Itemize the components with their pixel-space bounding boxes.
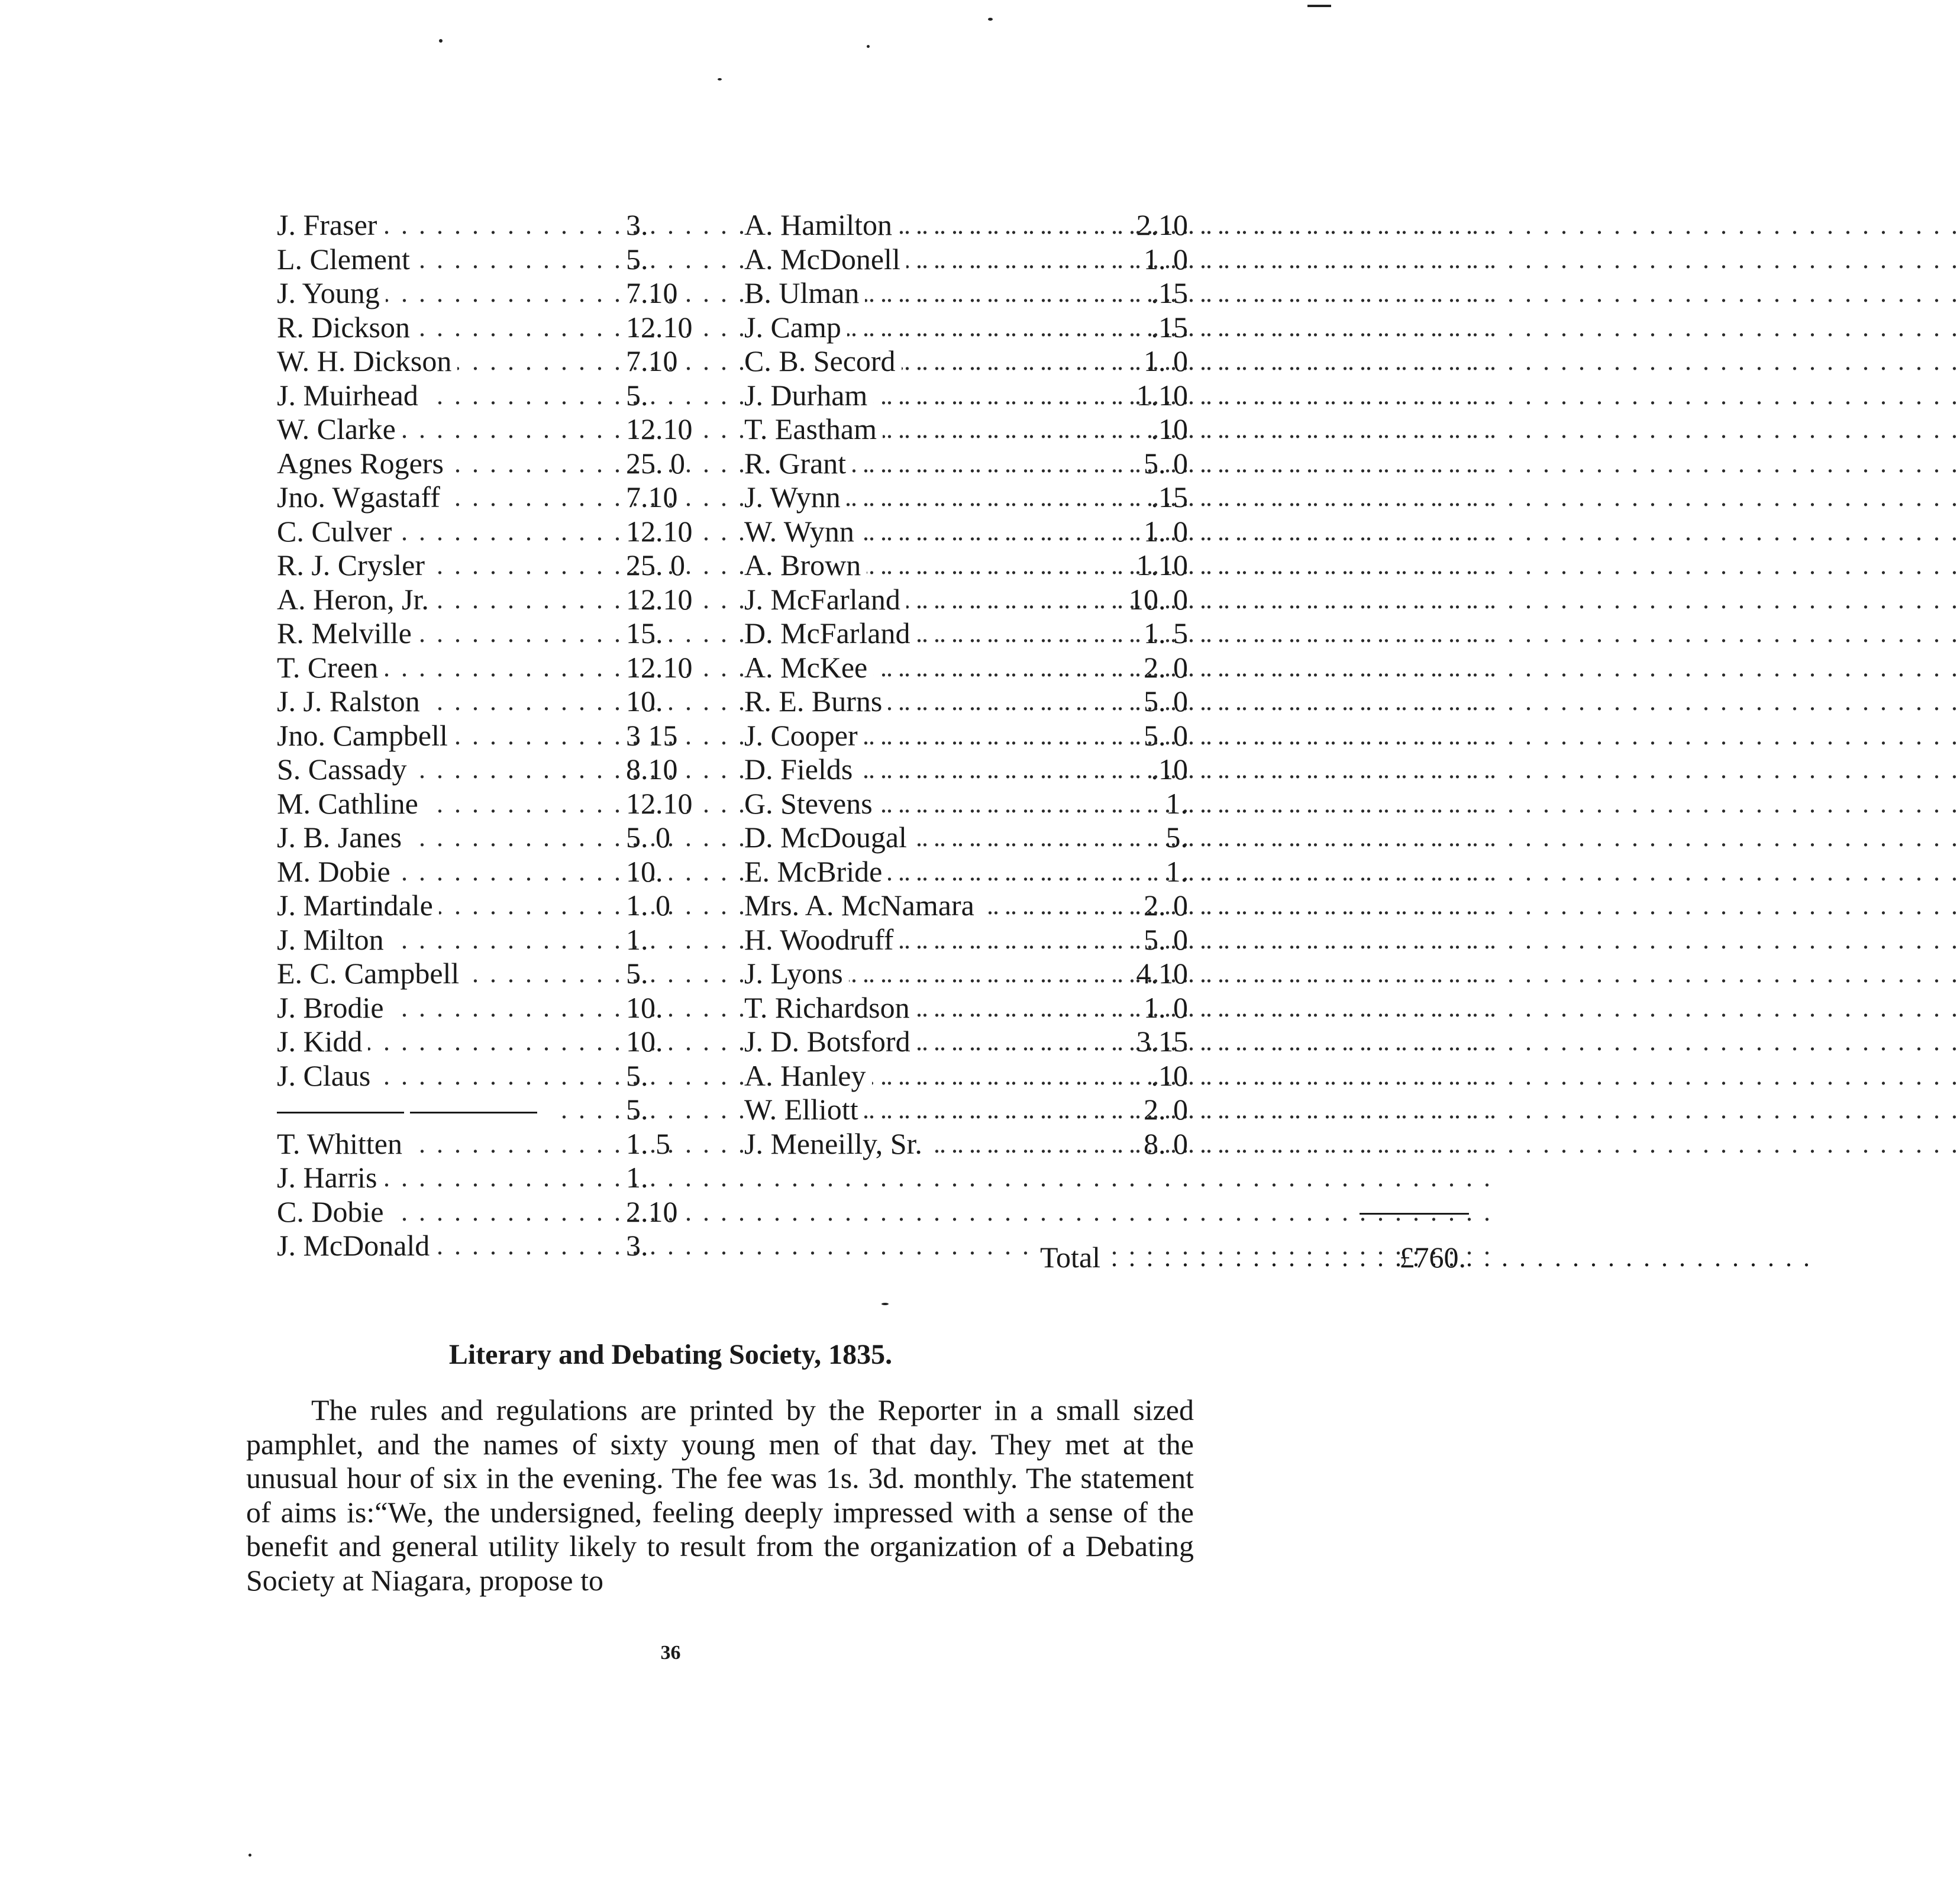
ledger-amount: 5. [626,378,648,412]
ledger-name-cell [744,480,1099,515]
ledger-name: J. Cooper [744,719,864,752]
ledger-amount: 5. [626,1093,648,1126]
ledger-row [277,1059,726,1093]
ledger-amount: 1.10 [1136,548,1188,582]
ledger-row [277,1093,726,1127]
ledger-row [744,1127,1194,1161]
ledger-name-cell [744,616,1099,651]
ledger-amount: 15. [626,616,663,650]
ledger-name-cell [277,889,608,923]
ledger-row [744,991,1194,1025]
ledger-name-cell [277,1195,608,1229]
ledger-amount: 5. 0 [1144,446,1188,480]
ledger-amount: 1. 0 [626,889,670,922]
ledger-name: H. Woodruff [744,923,899,956]
ledger-name: W. Wynn [744,515,860,548]
ledger-name-cell [277,1229,608,1263]
print-speck [718,78,722,80]
ledger-name: J. Durham [744,379,873,412]
ledger-name-cell [744,719,1099,753]
ledger-name-cell [277,447,608,481]
ledger-name-cell [744,1059,1099,1093]
ledger-name-cell [277,548,608,583]
ledger-row [277,957,726,991]
ledger-name: J. Young [277,276,386,309]
ledger-amount: 12.10 [626,514,693,548]
blank-name [277,1093,549,1126]
ledger-amount: 5. 0 [1144,922,1188,956]
ledger-amount: 2.10 [626,1195,678,1228]
ledger-amount: .15 [1151,480,1188,514]
ledger-row [744,957,1194,991]
ledger-amount: 10. [626,685,663,718]
ledger-amount: 8.10 [626,753,678,786]
ledger-name: J. Wynn [744,480,847,514]
ledger-name: C. B. Secord [744,344,902,377]
ledger-name: J. Fraser [277,208,383,241]
ledger-row [277,1025,726,1059]
ledger-name: L. Clement [277,243,416,276]
ledger-row [744,651,1194,685]
blank-name-rule [277,1112,404,1113]
ledger-amount: 25. 0 [626,548,685,582]
ledger-amount: 10. [626,990,663,1024]
ledger-name-cell [744,685,1099,719]
ledger-amount: 1. [1165,786,1188,820]
ledger-row [277,447,726,481]
ledger-row [744,208,1194,243]
ledger-name-cell [744,651,1099,685]
ledger-row [277,480,726,515]
ledger-amount: .10 [1151,753,1188,786]
ledger-name-cell [277,991,608,1025]
ledger-name: D. McFarland [744,616,916,650]
total-label-cell [1040,1241,1397,1275]
ledger-amount: 10. [626,854,663,888]
ledger-amount: 12.10 [626,412,693,446]
ledger-name-cell [744,412,1099,447]
ledger-row [277,412,726,447]
ledger-name-cell [744,957,1099,991]
ledger-row [744,447,1194,481]
ledger-amount: 12.10 [626,650,693,684]
ledger-name: R. Grant [744,447,852,480]
ledger-amount: 4.10 [1136,957,1188,990]
ledger-name-cell [744,548,1099,583]
ledger-right-column [744,208,1194,1161]
ledger-name: D. McDougal [744,821,913,854]
ledger-row [277,515,726,549]
ledger-name: Jno. Campbell [277,719,454,752]
ledger-name: E. C. Campbell [277,957,465,990]
ledger-name: T. Creen [277,651,384,684]
ledger-amount: 12.10 [626,786,693,820]
ledger-name: C. Dobie [277,1195,390,1228]
total-rule [1360,1213,1469,1215]
ledger-row [277,548,726,583]
ledger-name-cell [744,276,1099,311]
section-heading: Literary and Debating Society, 1835. [448,1339,893,1370]
ledger-name-cell [744,889,1099,923]
ledger-amount: .15 [1151,310,1188,344]
ledger-name-cell [277,379,608,413]
ledger-row [744,889,1194,923]
ledger-name: T. Whitten [277,1127,408,1160]
ledger-name-cell [277,208,608,243]
ledger-amount: 7.10 [626,276,678,309]
ledger-name-cell [744,1025,1099,1059]
ledger-row [277,616,726,651]
ledger-amount: .10 [1151,1058,1188,1092]
ledger-name: T. Eastham [744,412,883,446]
ledger-amount: 2. 0 [1144,889,1188,922]
ledger-row [744,719,1194,753]
ledger-name-cell [277,855,608,889]
ledger-row [744,480,1194,515]
ledger-name: J. Lyons [744,957,849,990]
ledger-amount: 8. 0 [1144,1126,1188,1160]
ledger-row [744,1059,1194,1093]
ledger-name: J. Meneilly, Sr. [744,1127,928,1160]
ledger-row [277,379,726,413]
ledger-name-cell [277,753,608,787]
ledger-amount: 1. 0 [1144,514,1188,548]
ledger-name: S. Cassady [277,753,412,786]
ledger-name: J. Camp [744,311,847,344]
ledger-amount: 25. 0 [626,446,685,480]
ledger-name-cell [744,583,1099,617]
ledger-left-column [277,208,726,1263]
ledger-name-cell [277,685,608,719]
ledger-amount: 5. [626,242,648,276]
ledger-name-cell [744,855,1099,889]
ledger-amount: 12.10 [626,310,693,344]
ledger-name: A. Hanley [744,1059,872,1092]
ledger-row [277,821,726,855]
ledger-row [277,923,726,957]
ledger-row [744,583,1194,617]
print-speck [248,1854,251,1857]
ledger-row [744,1093,1194,1127]
ledger-name-cell [744,379,1099,413]
ledger-name: J. Harris [277,1161,383,1194]
ledger-name: Agnes Rogers [277,447,450,480]
ledger-name: R. E. Burns [744,685,888,718]
ledger-name-cell [277,480,608,515]
ledger-amount: .15 [1151,276,1188,309]
ledger-name: R. Dickson [277,311,416,344]
ledger-amount: 1. 5 [626,1126,670,1160]
ledger-name: J. McFarland [744,583,906,616]
page-edge-mark [1307,5,1331,7]
ledger-name-cell [277,651,608,685]
ledger-amount: 1. [626,1161,648,1194]
ledger-name: J. J. Ralston [277,685,426,718]
blank-name-rule [410,1112,537,1113]
ledger-name-cell [277,311,608,345]
ledger-row [744,548,1194,583]
ledger-amount: 5. [1165,821,1188,854]
ledger-name: R. J. Crysler [277,548,431,582]
print-speck [988,18,993,21]
ledger-name-cell [744,447,1099,481]
ledger-row [744,923,1194,957]
ledger-row [277,685,726,719]
ledger-row [277,651,726,685]
ledger-name: J. Claus [277,1059,376,1092]
ledger-name: W. H. Dickson [277,344,457,377]
ledger-row [277,1161,726,1195]
ledger-name-cell [744,923,1099,957]
ledger-amount: 3. [626,208,648,241]
ledger-name: J. Milton [277,923,390,956]
ledger-name-cell [277,243,608,277]
ledger-amount: 10. [626,1025,663,1058]
print-speck [867,45,870,48]
total-label: Total [1040,1241,1106,1274]
ledger-name: W. Clarke [277,412,402,446]
ledger-row [277,243,726,277]
ledger-row [744,855,1194,889]
ledger-row [277,991,726,1025]
ledger-amount: 1. [626,922,648,956]
ledger-name-cell [277,957,608,991]
ledger-amount: 1. [1165,854,1188,888]
ledger-name: A. Hamilton [744,208,898,241]
ledger-name: Mrs. A. McNamara [744,889,980,922]
ledger-amount: 1.10 [1136,378,1188,412]
ledger-name: Jno. Wgastaff [277,480,446,514]
ledger-row [277,208,726,243]
print-speck [439,39,443,43]
ledger-amount: 3.15 [1136,1025,1188,1058]
ledger-row [744,412,1194,447]
ledger-amount: 2.10 [1136,208,1188,241]
ledger-amount: 12.10 [626,582,693,616]
ledger-row [744,1025,1194,1059]
ledger-name: J. Muirhead [277,379,424,412]
ledger-name: M. Cathline [277,787,424,820]
ledger-row [277,276,726,311]
ledger-row [277,889,726,923]
ledger-name: W. Elliott [744,1093,864,1126]
ledger-row [277,1195,726,1229]
ledger-amount: 1. 5 [1144,616,1188,650]
ledger-name: M. Dobie [277,855,396,888]
ledger-name: J. Martindale [277,889,439,922]
ledger-name-cell [277,719,608,753]
ledger-name-cell [744,1127,1099,1161]
ledger-name-cell [277,583,608,617]
ledger-name-cell [277,1025,608,1059]
total-amount: £760. [1399,1241,1466,1274]
ledger-name: A. McKee [744,651,873,684]
total-row [1040,1241,1466,1275]
ledger-name-cell [277,616,608,651]
ledger-name-cell [277,276,608,311]
ledger-row [277,719,726,753]
ledger-name-cell [277,923,608,957]
ledger-name: E. McBride [744,855,888,888]
ledger-name-cell [277,515,608,549]
ledger-row [744,787,1194,821]
ledger-name: J. D. Botsford [744,1025,916,1058]
ledger-row [277,1229,726,1263]
ledger-row [744,515,1194,549]
ledger-name: D. Fields [744,753,858,786]
ledger-amount: 5. 0 [1144,685,1188,718]
ledger-name-cell [744,515,1099,549]
page-number: 36 [660,1642,681,1664]
ledger-row [744,685,1194,719]
ledger-row [744,616,1194,651]
ledger-name-cell [744,344,1099,379]
ledger-amount: 5. [626,957,648,990]
ledger-row [744,344,1194,379]
body-paragraph: The rules and regulations are printed by the Reporter in a small sized pamphlet, and the names of sixty young men of that day. They met at the unusual hour of six in the evening. The fee was 1s. 3d. monthly. The statement of aims is:“We, the undersigned, feeling deeply impressed with a sense of the benefit and general utility likely to result from the organization of a Debating Society at Niagara, propose to [246,1393,1194,1597]
ledger-amount: 5. 0 [626,821,670,854]
ledger-name: B. Ulman [744,276,865,309]
ledger-name: T. Richardson [744,991,916,1024]
ledger-amount: 1. 0 [1144,242,1188,276]
ledger-name-cell [277,1093,608,1127]
ledger-name-cell [744,991,1099,1025]
ledger-amount: .10 [1151,412,1188,446]
ledger-name-cell [277,1161,608,1195]
ledger-amount: 7.10 [626,344,678,377]
ledger-row [277,1127,726,1161]
ledger-amount: 3. [626,1229,648,1262]
ledger-row [277,855,726,889]
ledger-name-cell [277,821,608,855]
ledger-row [744,243,1194,277]
ledger-amount: 1. 0 [1144,990,1188,1024]
ledger-name: A. Heron, Jr. [277,583,435,616]
ledger-amount: 2. 0 [1144,1093,1188,1126]
ledger-name-cell [744,753,1099,787]
ledger-row [744,311,1194,345]
ledger-name: A. McDonell [744,243,906,276]
ledger-name-cell [744,311,1099,345]
ledger-name: R. Melville [277,616,418,650]
ledger-row [277,753,726,787]
ledger-amount: 7.10 [626,480,678,514]
ledger-row [744,753,1194,787]
ledger-amount: 5. [626,1058,648,1092]
ledger-name-cell [277,787,608,821]
ledger-name: J. B. Janes [277,821,408,854]
ledger-row [277,344,726,379]
ledger-name-cell [744,208,1099,243]
ledger-name: G. Stevens [744,787,879,820]
ledger-name-cell [744,821,1099,855]
ledger-name-cell [744,243,1099,277]
ledger-amount: 2. 0 [1144,650,1188,684]
ledger-row [744,276,1194,311]
ledger-amount: 1. 0 [1144,344,1188,377]
ledger-amount: 5. 0 [1144,718,1188,752]
ledger-name: A. Brown [744,548,867,582]
ledger-name-cell [277,344,608,379]
ledger-name: J. McDonald [277,1229,435,1262]
ledger-name-cell [744,787,1099,821]
ledger-name: J. Brodie [277,991,390,1024]
ledger-amount: 3 15 [626,718,678,752]
ledger-name: J. Kidd [277,1025,368,1058]
ledger-name-cell [744,1093,1099,1127]
ledger-row [277,583,726,617]
ledger-name: C. Culver [277,515,398,548]
print-speck [881,1303,889,1305]
ledger-row [277,787,726,821]
ledger-name-cell [277,1059,608,1093]
ledger-row [277,311,726,345]
ledger-name-cell [277,1127,608,1161]
ledger-name-cell [277,412,608,447]
ledger-row [744,379,1194,413]
ledger-row [744,821,1194,855]
ledger-amount: 10. 0 [1129,582,1188,616]
